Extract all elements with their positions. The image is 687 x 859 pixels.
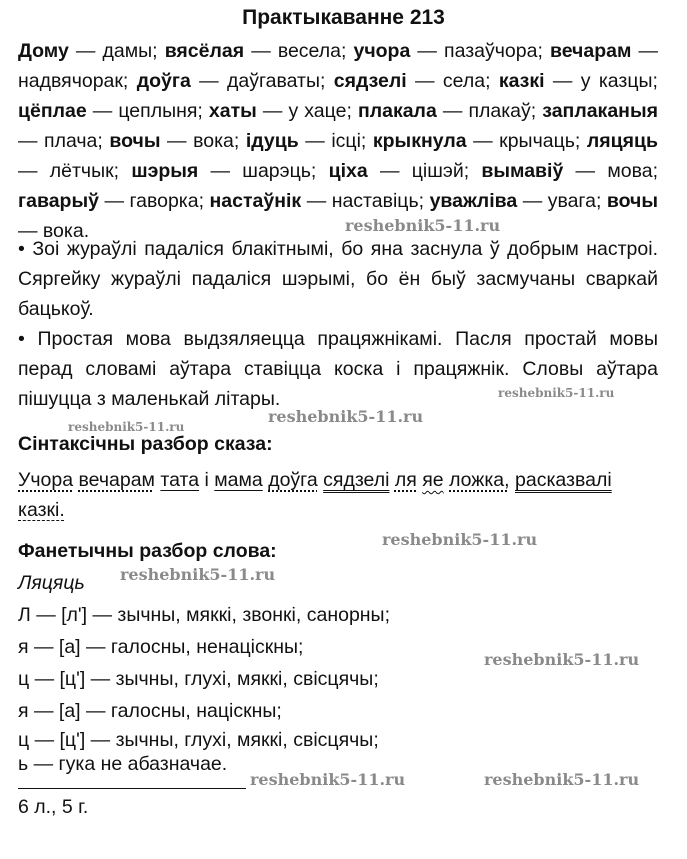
related-word: ісці — [331, 130, 361, 152]
predicate-word: сядзелі — [323, 469, 390, 491]
divider-line — [18, 788, 246, 789]
answer-bullet-2: • Простая мова выдзяляецца працяжнікамі. Пасля простай мовы перад словамі аўтара ставіцца коска і працяжнік. Словы аўтара пішуцца з маленькай літары. — [18, 328, 658, 410]
related-word: надвячорак — [18, 70, 123, 92]
watermark: reshebnik5-11.ru — [250, 770, 406, 789]
watermark: reshebnik5-11.ru — [345, 216, 501, 235]
word-pairs-paragraph: Дому — дамы; вясёлая — весела; учора — пазаўчора; вечарам — надвячорак; доўга — даўгаваты; сядзелі — села; казкі — у казцы; цёплае — цеплыня; хаты — у хаце; плакала — плакаў; заплаканыя — плача; вочы — вока; ідуць — ісці; крыкнула — крычаць; ляцяць — лётчык; шэрыя — шарэць; ціха — цішэй; вымавіў — мова; гаварыў — гаворка; настаўнік — наставіць; уважліва — увага; вочы — вока. — [18, 40, 659, 242]
phonetic-word: Ляцяць — [18, 572, 85, 594]
subject-word: мама — [214, 469, 263, 491]
letter-sound-count: 6 л., 5 г. — [18, 796, 89, 818]
phonetic-row: я — [а] — галосны, ненаціскны; — [18, 636, 304, 658]
watermark: reshebnik5-11.ru — [484, 770, 640, 789]
adverbial-word: доўга — [268, 469, 318, 491]
adverbial-word: Учора — [18, 469, 74, 491]
source-word: вочы — [606, 190, 659, 212]
syntax-heading: Сінтаксічны разбор сказа: — [18, 433, 273, 455]
source-word: ляцяць — [586, 130, 658, 152]
source-word: вымавіў — [481, 160, 564, 182]
related-word: плача — [44, 130, 98, 152]
related-word: у хаце — [288, 100, 347, 122]
source-word: учора — [353, 40, 411, 62]
answer-bullet-1: • Зоі жураўлі падаліся блакітнымі, бо яна заснула ў добрым настроі. Сяргейку жураўлі падаліся шэрымі, бо ён быў засмучаны сваркай бацькоў. — [18, 238, 658, 320]
watermark: reshebnik5-11.ru — [120, 565, 276, 584]
related-word: вока — [193, 130, 234, 152]
related-word: села — [442, 70, 486, 92]
source-word: вочы — [109, 130, 161, 152]
related-word: гаворка — [129, 190, 199, 212]
related-word: мова — [607, 160, 653, 182]
phonetic-row: ц — [ц'] — зычны, глухі, мяккі, свісцячы; — [18, 668, 379, 690]
related-word: пазаўчора — [444, 40, 538, 62]
source-word: казкі — [498, 70, 545, 92]
adverbial-word: ля — [394, 469, 417, 491]
subject-word: тата — [160, 469, 200, 491]
source-word: ціха — [328, 160, 368, 182]
related-word: цеплыня — [118, 100, 198, 122]
related-word: дамы — [102, 40, 153, 62]
related-word: у казцы — [580, 70, 653, 92]
phonetic-row: ц — [ц'] — зычны, глухі, мяккі, свісцячы; — [18, 729, 379, 751]
phonetic-heading: Фанетычны разбор слова: — [18, 540, 277, 562]
adverbial-word: ложка, — [449, 469, 510, 491]
phonetic-row: Л — [л'] — зычны, мяккі, звонкі, санорны; — [18, 604, 390, 626]
source-word: плакала — [357, 100, 437, 122]
source-word: заплаканыя — [542, 100, 658, 122]
watermark: reshebnik5-11.ru — [484, 650, 640, 669]
source-word: цёплае — [18, 100, 87, 122]
source-word: вясёлая — [164, 40, 245, 62]
related-word: лётчык — [49, 160, 114, 182]
parsed-sentence — [18, 465, 658, 525]
source-word: гаварыў — [18, 190, 99, 212]
predicate-word: расказвалі — [515, 469, 612, 491]
source-word: шэрыя — [131, 160, 199, 182]
source-word: доўга — [136, 70, 191, 92]
phonetic-row: я — [а] — галосны, націскны; — [18, 700, 282, 722]
watermark: reshebnik5-11.ru — [268, 407, 424, 426]
attribute-word: яе — [422, 469, 444, 491]
object-word: казкі. — [18, 499, 65, 521]
related-word: плакаў — [468, 100, 531, 122]
related-word: наставіць — [331, 190, 419, 212]
related-word: цішэй — [411, 160, 464, 182]
source-word: ідуць — [245, 130, 299, 152]
source-word: уважліва — [429, 190, 518, 212]
source-word: вечарам — [549, 40, 632, 62]
source-word: настаўнік — [209, 190, 302, 212]
watermark: reshebnik5-11.ru — [498, 386, 615, 400]
related-word: вока — [42, 220, 84, 242]
source-word: крыкнула — [372, 130, 467, 152]
phonetic-row: ь — гука не абазначае. — [18, 753, 228, 775]
related-word: шарэць — [242, 160, 311, 182]
related-word: даўгаваты — [226, 70, 320, 92]
related-word: крычаць — [499, 130, 575, 152]
source-word: сядзелі — [333, 70, 407, 92]
watermark: reshebnik5-11.ru — [382, 530, 538, 549]
exercise-title: Практыкаванне 213 — [242, 6, 445, 29]
source-word: Дому — [18, 40, 69, 62]
watermark: reshebnik5-11.ru — [68, 420, 185, 434]
source-word: хаты — [208, 100, 257, 122]
related-word: увага — [547, 190, 596, 212]
conjunction-word: і — [204, 469, 209, 491]
adverbial-word: вечарам — [78, 469, 155, 491]
related-word: весела — [277, 40, 341, 62]
